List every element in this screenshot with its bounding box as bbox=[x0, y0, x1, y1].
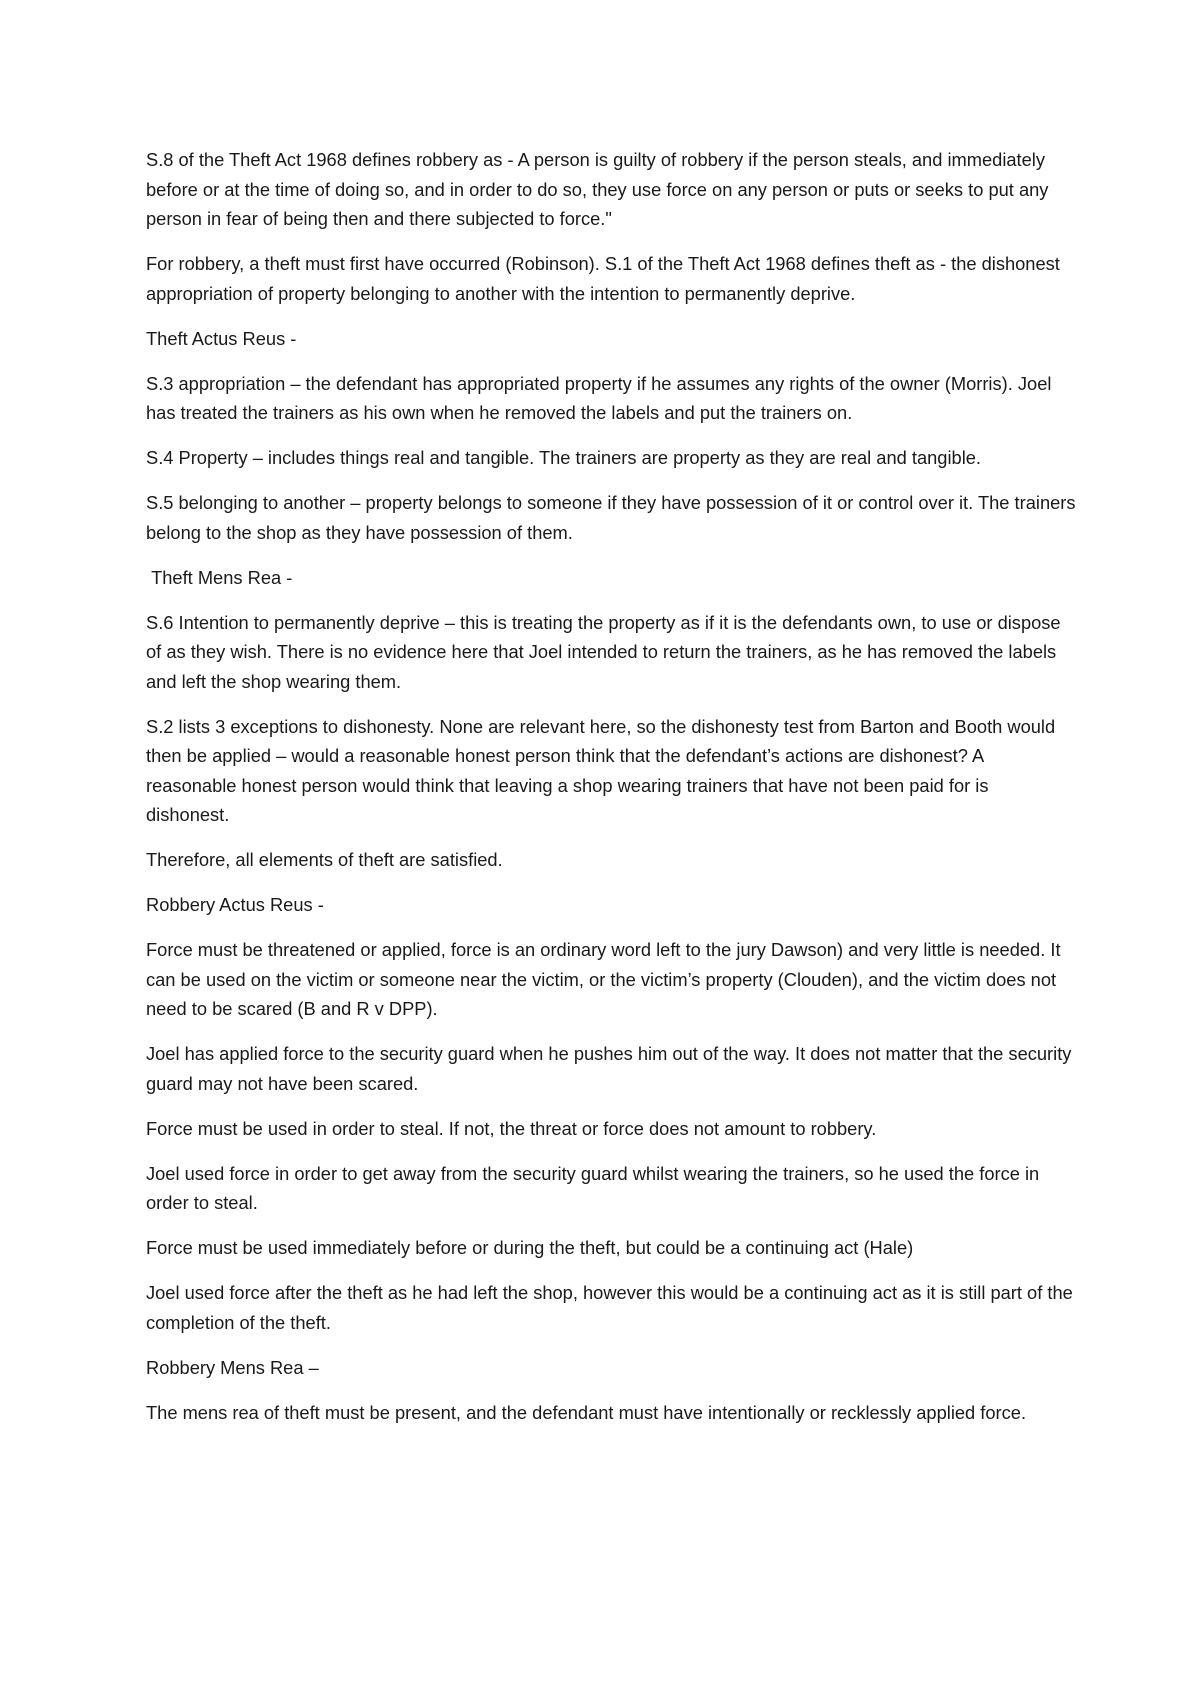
paragraph-property: S.4 Property – includes things real and tangible. The trainers are property as they are real and tangible. bbox=[146, 447, 982, 468]
paragraph-force-timing: Force must be used immediately before or during the theft, but could be a continuing act (Hale) bbox=[146, 1237, 914, 1258]
paragraph-robbery-mens-rea: The mens rea of theft must be present, and the defendant must have intentionally or recklessly applied force. bbox=[146, 1401, 1027, 1423]
heading-robbery-mens-rea: Robbery Mens Rea – bbox=[146, 1356, 319, 1378]
paragraph-force-in-order-to-steal: Force must be used in order to steal. If not, the threat or force does not amount to robbery. bbox=[146, 1117, 877, 1139]
paragraph-intention-to-deprive: S.6 Intention to permanently deprive – this is treating the property as if it is the defendants own, to use or dispose of as they wish. There is no evidence here that Joel intended to return the trainers, as he has removed the labels and left the shop wearing them. bbox=[146, 611, 1061, 692]
document-page bbox=[146, 145, 1076, 1443]
heading-robbery-actus-reus: Robbery Actus Reus - bbox=[146, 894, 324, 915]
paragraph-theft-definition: For robbery, a theft must first have occurred (Robinson). S.1 of the Theft Act 1968 defines theft as - the dishonest appropriation of property belonging to another with the intention to permanently deprive. bbox=[146, 253, 1060, 304]
paragraph-belonging-to-another: S.5 belonging to another – property belongs to someone if they have possession of it or control over it. The trainers belong to the shop as they have possession of them. bbox=[146, 492, 1076, 543]
paragraph-theft-conclusion: Therefore, all elements of theft are satisfied. bbox=[146, 849, 503, 870]
paragraph-robbery-definition: S.8 of the Theft Act 1968 defines robbery as - A person is guilty of robbery if the person steals, and immediately before or at the time of doing so, and in order to do so, they use force on any person or puts or seeks to put any person in fear of being then and there subjected to force." bbox=[146, 149, 1049, 229]
paragraph-force-to-get-away: Joel used force in order to get away from the security guard whilst wearing the trainers, so he used the force in order to steal. bbox=[146, 1162, 1040, 1213]
paragraph-dishonesty: S.2 lists 3 exceptions to dishonesty. None are relevant here, so the dishonesty test from Barton and Booth would then be applied – would a reasonable honest person think that the defendant’s actions are dishonest? A reasonable honest person would think that leaving a shop wearing trainers that have not been paid for is dishonest. bbox=[146, 715, 1056, 825]
paragraph-force-definition: Force must be threatened or applied, force is an ordinary word left to the jury Dawson) and very little is needed. It can be used on the victim or someone near the victim, or the victim’s property (Clouden), and the victim does not need to be scared (B and R v DPP). bbox=[146, 939, 1061, 1019]
paragraph-appropriation: S.3 appropriation – the defendant has appropriated property if he assumes any rights of the owner (Morris). Joel has treated the trainers as his own when he removed the labels and put the trainers on. bbox=[146, 372, 1052, 423]
heading-theft-mens-rea: Theft Mens Rea - bbox=[146, 566, 293, 588]
paragraph-continuing-act: Joel used force after the theft as he had left the shop, however this would be a continuing act as it is still part of the completion of the theft. bbox=[146, 1282, 1073, 1333]
paragraph-force-applied: Joel has applied force to the security guard when he pushes him out of the way. It does not matter that the security guard may not have been scared. bbox=[146, 1043, 1072, 1094]
heading-theft-actus-reus: Theft Actus Reus - bbox=[146, 327, 297, 349]
